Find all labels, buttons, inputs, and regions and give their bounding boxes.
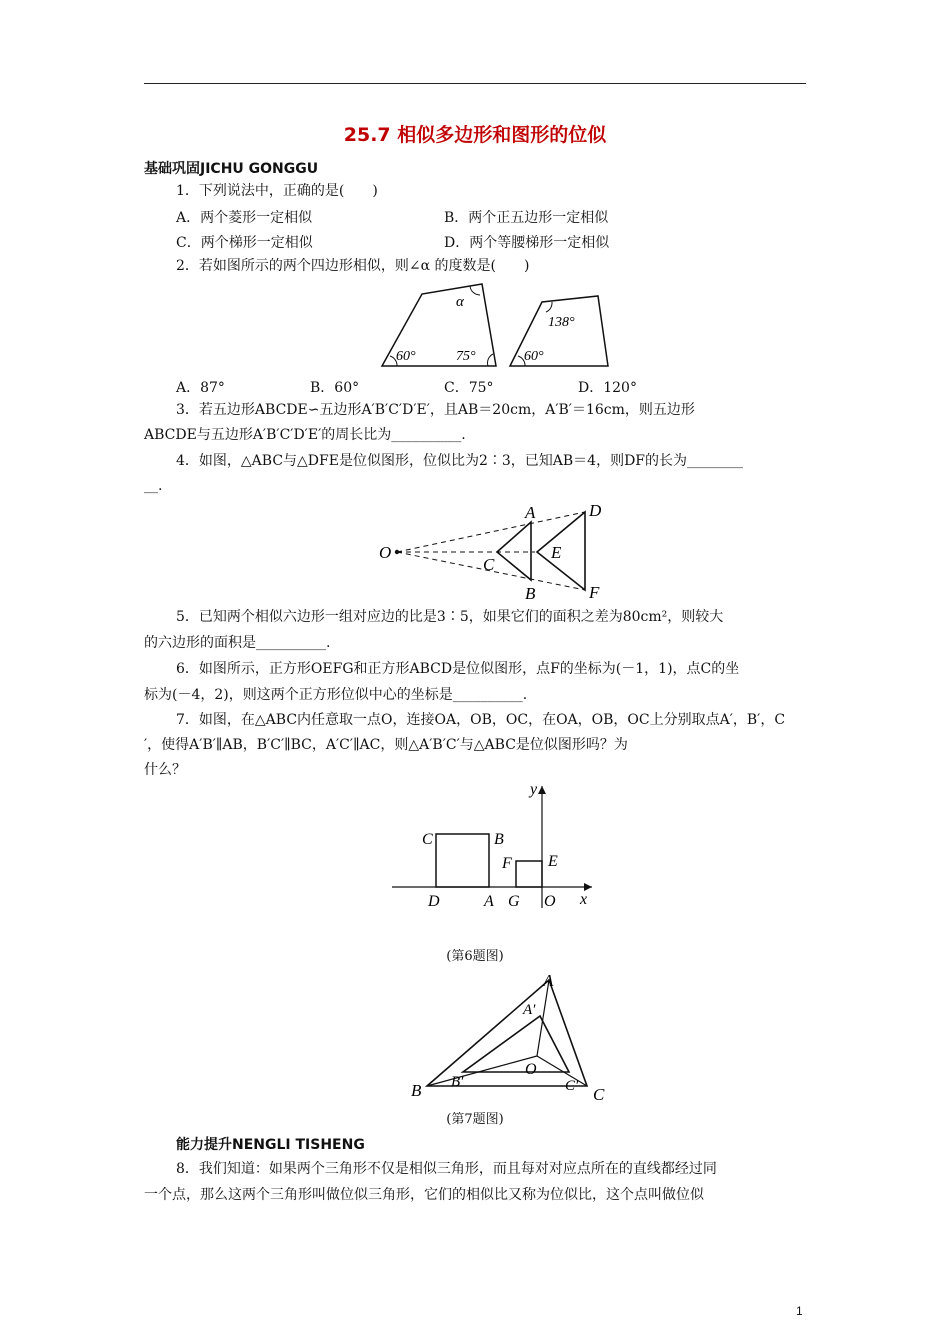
q6-label-a: A	[484, 893, 494, 910]
q2-arc-75	[488, 354, 493, 366]
q6-y-arrow	[538, 786, 546, 794]
q8-line-2: 一个点，那么这两个三角形叫做位似三角形，它们的相似比又称为位似比，这个点叫做位似	[144, 1187, 704, 1203]
section-basic: 基础巩固JICHU GONGGU	[144, 161, 319, 177]
q3-line-1: 3．若五边形ABCDE∽五边形A′B′C′D′E′，且AB＝20cm，A′B′＝16cm，则五边形	[176, 402, 695, 418]
q1-stem: 1．下列说法中，正确的是( )	[176, 183, 378, 199]
q6-label-e: E	[548, 853, 558, 870]
q7-label-c: C	[593, 1085, 605, 1104]
q7-line-1: 7．如图，在△ABC内任意取一点O，连接OA，OB，OC，在OA，OB，OC上分别取点A′，B′，C	[176, 712, 786, 728]
q6-label-f: F	[502, 855, 512, 872]
q6-label-d: D	[428, 893, 440, 910]
q6-figure	[390, 780, 600, 912]
q2-label-alpha: α	[456, 294, 464, 310]
q2-label-75: 75°	[456, 349, 476, 364]
q4-line-2: __.	[144, 478, 163, 494]
q7-caption: (第7题图)	[446, 1112, 504, 1127]
page-number: 1	[796, 1304, 803, 1318]
header-rule	[144, 83, 806, 84]
q7-line-2: ′，使得A′B′∥AB，B′C′∥BC，A′C′∥AC，则△A′B′C′与△ABC是位似图形吗？为	[144, 737, 628, 753]
q5-line-2: 的六边形的面积是__________.	[144, 635, 331, 651]
page-title: 25.7 相似多边形和图形的位似	[343, 124, 607, 146]
q7-label-o: O	[525, 1061, 537, 1078]
q1-option-a: A．两个菱形一定相似	[176, 210, 313, 226]
q6-label-y: y	[530, 781, 538, 798]
q7-label-a: A	[543, 971, 554, 990]
q6-label-o: O	[544, 893, 556, 910]
q6-square-abcd	[436, 834, 489, 887]
q7-label-b1: B′	[451, 1074, 464, 1090]
q2-arc-138	[546, 302, 552, 312]
q7-label-b: B	[411, 1081, 422, 1100]
q6-square-oefg	[516, 861, 542, 887]
q2-stem: 2．若如图所示的两个四边形相似，则∠α 的度数是( )	[176, 258, 530, 274]
q6-line-2: 标为(－4，2)，则这两个正方形位似中心的坐标是__________.	[144, 687, 528, 703]
q1-option-c: C．两个梯形一定相似	[176, 235, 313, 251]
q4-label-o: O	[379, 543, 392, 562]
q2-label-60-left: 60°	[396, 349, 416, 364]
q2-option-d: D．120°	[578, 380, 637, 396]
q4-label-d: D	[589, 501, 602, 520]
q2-arc-alpha	[470, 286, 480, 295]
q4-figure	[375, 500, 615, 602]
q4-label-e: E	[551, 543, 562, 562]
q2-label-138: 138°	[548, 315, 575, 330]
q6-x-arrow	[584, 883, 592, 891]
q8-line-1: 8．我们知道：如果两个三角形不仅是相似三角形，而且每对对应点所在的直线都经过同	[176, 1161, 717, 1177]
q7-figure	[405, 968, 615, 1104]
q7-triangle-a1b1c1	[463, 1016, 569, 1072]
section-advanced: 能力提升NENGLI TISHENG	[176, 1137, 365, 1153]
q4-triangle-abc	[497, 522, 531, 580]
q6-label-b: B	[494, 831, 504, 848]
q4-line-1: 4．如图，△ABC与△DFE是位似图形，位似比为2∶3，已知AB＝4，则DF的长为________	[176, 453, 744, 469]
q6-label-g: G	[508, 893, 520, 910]
q3-line-2: ABCDE与五边形A′B′C′D′E′的周长比为__________.	[144, 427, 466, 443]
q7-label-c1: C′	[565, 1078, 579, 1094]
q6-label-x: x	[580, 891, 588, 908]
q2-figure	[370, 278, 620, 373]
q2-option-c: C．75°	[444, 380, 494, 396]
q6-line-1: 6．如图所示，正方形OEFG和正方形ABCD是位似图形，点F的坐标为(－1，1)，点C的坐	[176, 661, 740, 677]
q4-label-c: C	[483, 555, 495, 574]
q4-point-o	[395, 550, 399, 554]
q2-label-60-right: 60°	[524, 349, 544, 364]
q4-label-b: B	[525, 584, 536, 602]
q7-label-a1: A′	[523, 1002, 536, 1018]
q2-option-a: A．87°	[176, 380, 225, 396]
q2-option-b: B．60°	[310, 380, 360, 396]
q6-label-c: C	[422, 831, 433, 848]
q7-segments-from-o	[427, 980, 587, 1086]
q4-label-f: F	[589, 583, 600, 602]
q4-label-a: A	[525, 503, 536, 522]
q1-option-d: D．两个等腰梯形一定相似	[444, 235, 610, 251]
q7-line-3: 什么？	[144, 762, 186, 778]
q7-triangle-abc	[427, 980, 587, 1086]
q5-line-1: 5．已知两个相似六边形一组对应边的比是3∶5，如果它们的面积之差为80cm²，则较大	[176, 609, 724, 625]
q6-caption: (第6题图)	[446, 949, 504, 964]
q1-option-b: B．两个正五边形一定相似	[444, 210, 609, 226]
